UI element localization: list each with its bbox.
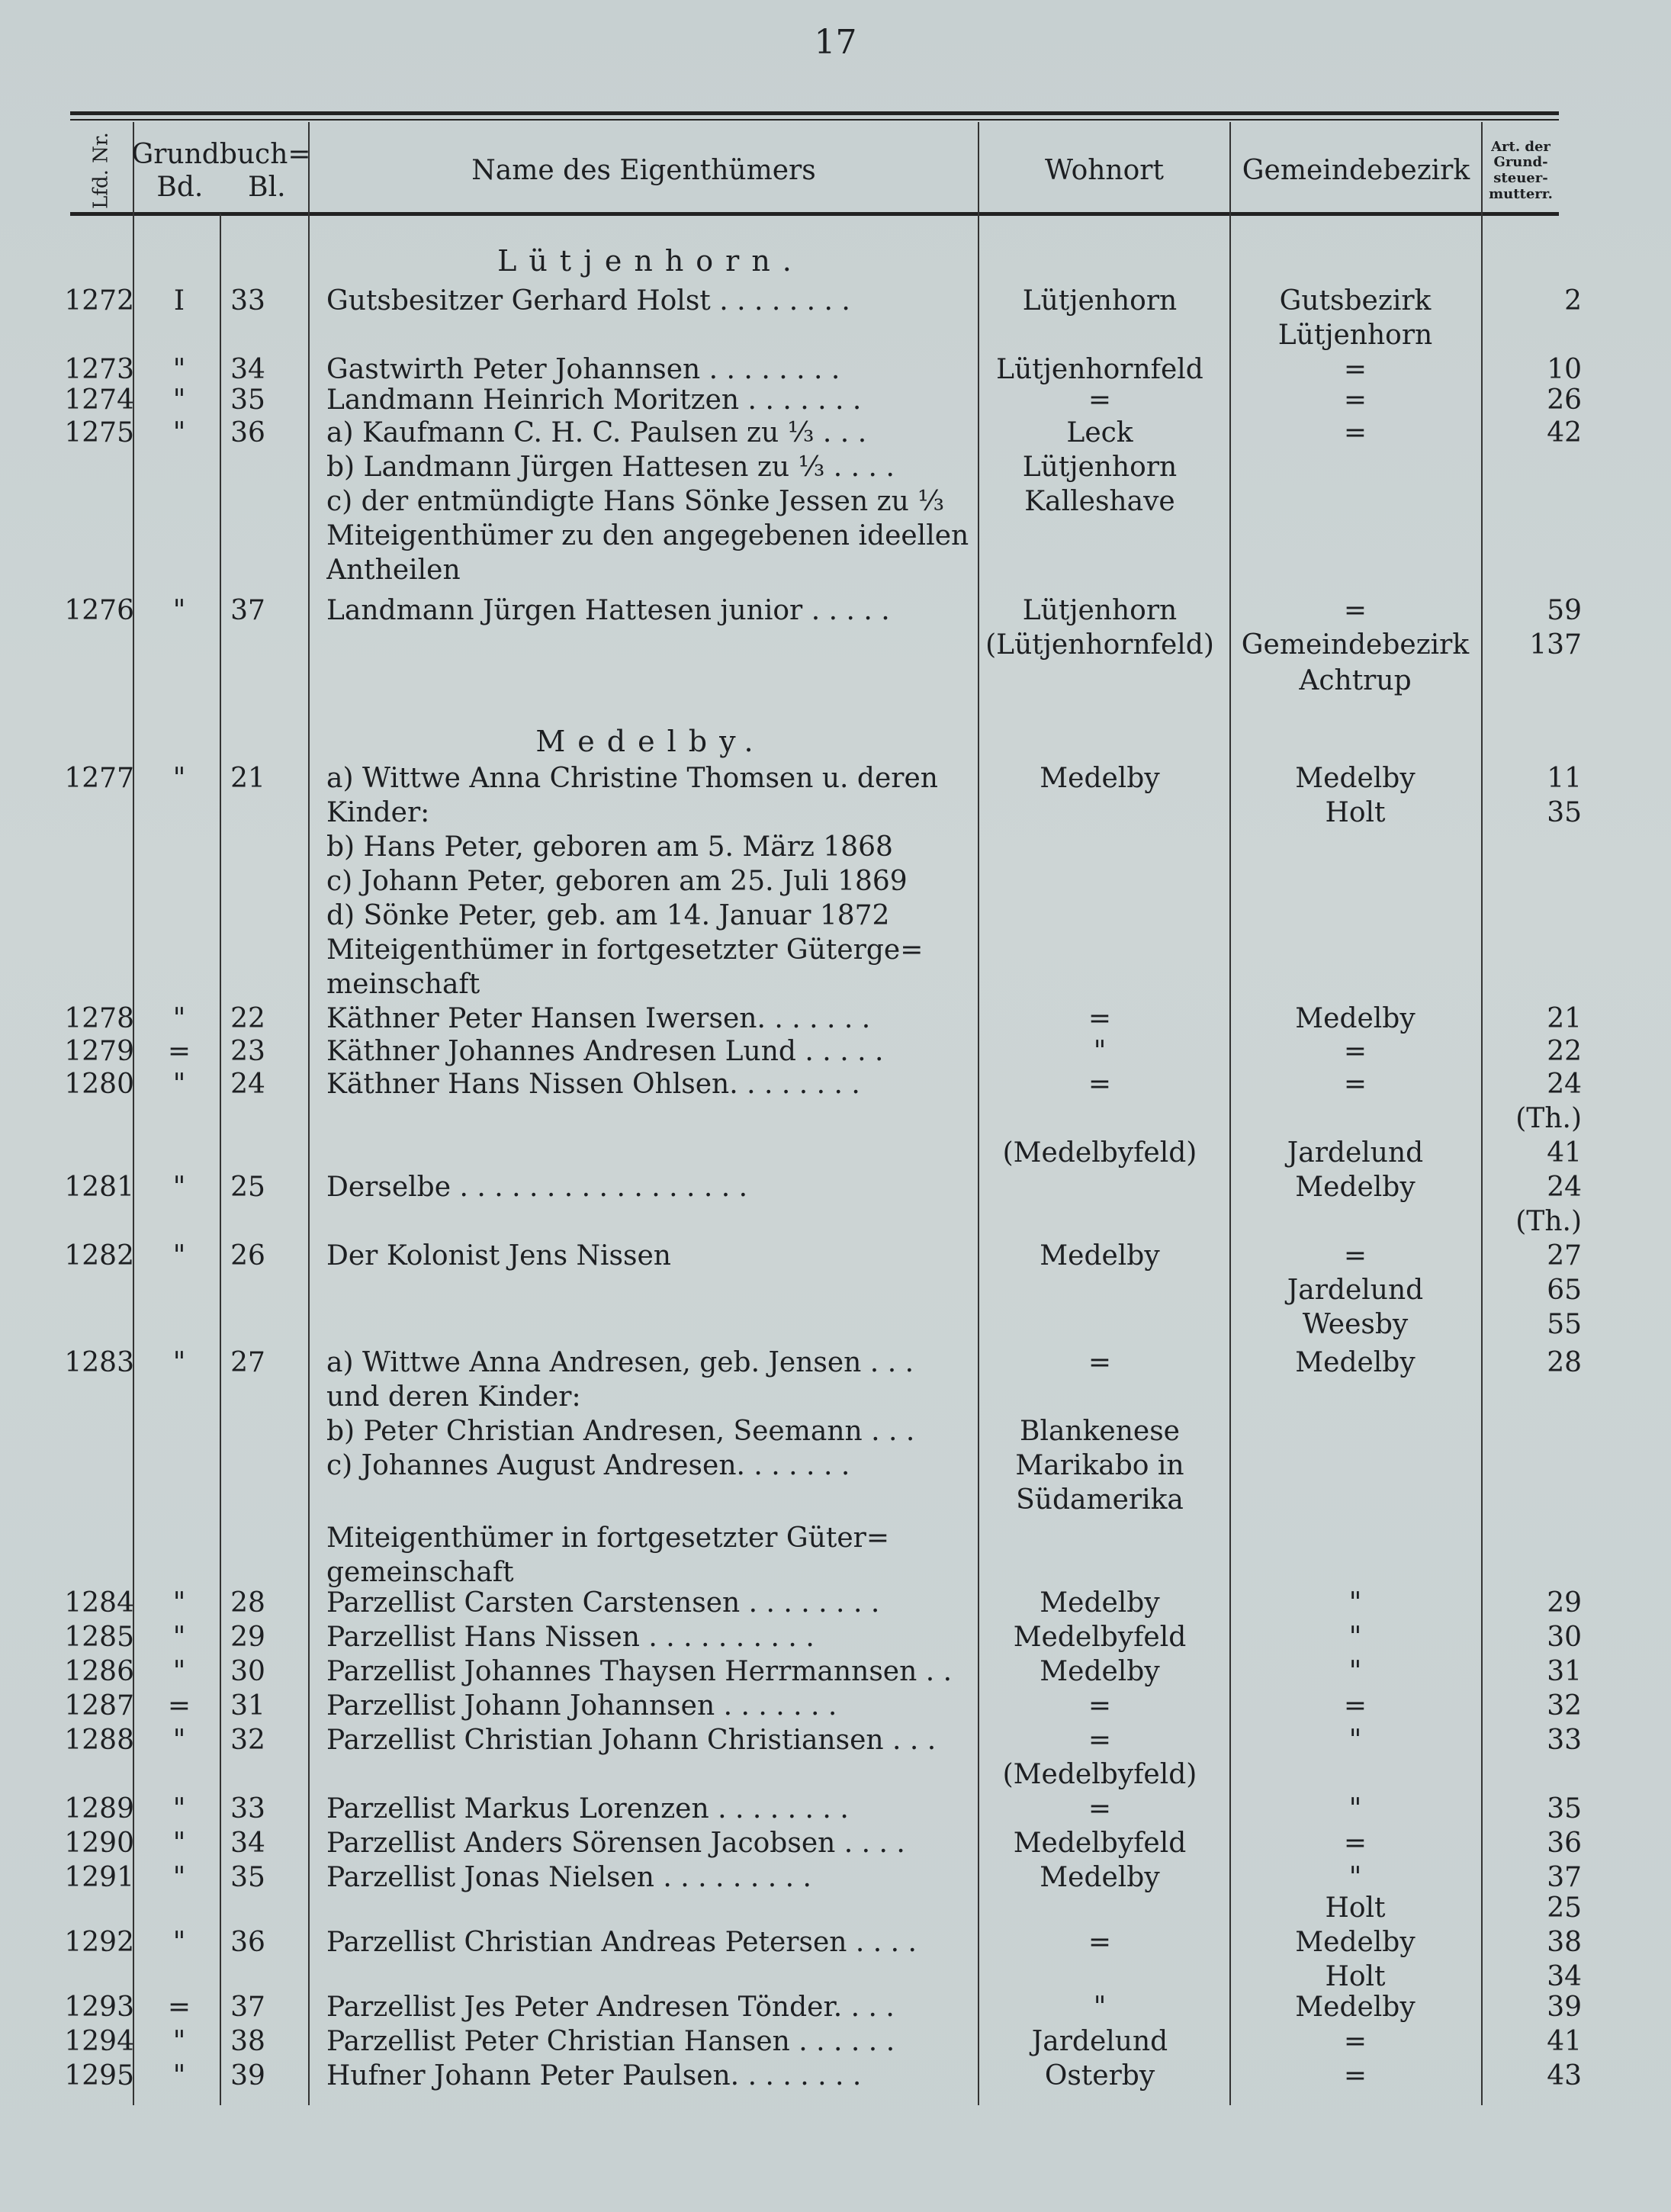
cell-owner-name: Käthner Hans Nissen Ohlsen. . . . . . . . xyxy=(326,1069,860,1100)
cell-lfd-number: 1279 xyxy=(64,1036,134,1067)
cell-art-number: 43 xyxy=(1547,2060,1582,2091)
cell-gemeindebezirk: Holt xyxy=(1325,1892,1386,1924)
cell-blatt: 27 xyxy=(230,1347,265,1378)
cell-owner-name: Miteigenthümer in fortgesetzter Güterge= xyxy=(326,934,924,966)
cell-gemeindebezirk: = xyxy=(1343,417,1367,449)
table-row xyxy=(0,1925,1671,1960)
cell-wohnort: Medelby xyxy=(1040,1862,1160,1893)
cell-art-number: 24 xyxy=(1547,1172,1582,1203)
cell-band: " xyxy=(172,354,186,385)
cell-band: " xyxy=(172,1725,186,1756)
cell-band: " xyxy=(172,1347,186,1378)
table-row xyxy=(0,318,1671,353)
table-row xyxy=(0,1586,1671,1621)
table-row xyxy=(0,1414,1671,1449)
table-row xyxy=(0,628,1671,663)
cell-gemeindebezirk: Medelby xyxy=(1295,1992,1416,2023)
cell-band: " xyxy=(172,1927,186,1958)
cell-blatt: 21 xyxy=(230,763,265,794)
cell-wohnort: (Medelbyfeld) xyxy=(1002,1137,1197,1169)
cell-art-number: 33 xyxy=(1547,1725,1582,1756)
cell-band: " xyxy=(172,1656,186,1687)
cell-lfd-number: 1274 xyxy=(64,384,134,416)
cell-owner-name: Käthner Johannes Andresen Lund . . . . . xyxy=(326,1036,884,1067)
cell-gemeindebezirk: Gemeindebezirk xyxy=(1241,629,1470,661)
cell-wohnort: (Medelbyfeld) xyxy=(1002,1759,1197,1790)
cell-art-number: 42 xyxy=(1547,417,1582,449)
cell-art-number: 41 xyxy=(1547,2026,1582,2057)
table-row xyxy=(0,899,1671,934)
cell-wohnort: Lütjenhorn xyxy=(1022,285,1178,317)
table-row xyxy=(0,830,1671,865)
header-grundbuch xyxy=(131,128,311,214)
cell-gemeindebezirk: = xyxy=(1343,1828,1367,1859)
section-heading-luetjenhorn: Lütjenhorn. xyxy=(497,244,804,278)
cell-owner-name: Gastwirth Peter Johannsen . . . . . . . . xyxy=(326,354,840,385)
cell-art-number: 22 xyxy=(1547,1036,1582,1067)
cell-wohnort: Lütjenhorn xyxy=(1022,595,1178,626)
table-row xyxy=(0,416,1671,451)
cell-owner-name: Parzellist Johannes Thaysen Herrmannsen . . xyxy=(326,1656,953,1687)
cell-art-number: 30 xyxy=(1547,1622,1582,1653)
table-row xyxy=(0,1448,1671,1484)
cell-wohnort: " xyxy=(1093,1036,1107,1067)
table-row xyxy=(0,1002,1671,1037)
table-row xyxy=(0,1101,1671,1137)
table-row xyxy=(0,1654,1671,1690)
cell-owner-name: Landmann Heinrich Moritzen . . . . . . . xyxy=(326,384,862,416)
cell-blatt: 36 xyxy=(230,1927,265,1958)
cell-art-number: 38 xyxy=(1547,1927,1582,1958)
table-row xyxy=(0,664,1671,699)
table-row xyxy=(0,796,1671,831)
table-row xyxy=(0,593,1671,629)
cell-owner-name: Miteigenthümer zu den angegebenen ideellen xyxy=(326,520,969,551)
cell-band: = xyxy=(167,1992,191,2023)
table-row xyxy=(0,761,1671,796)
table-row xyxy=(0,1757,1671,1792)
table-row xyxy=(0,1136,1671,1171)
cell-blatt: 32 xyxy=(230,1725,265,1756)
cell-lfd-number: 1290 xyxy=(64,1828,134,1859)
cell-blatt: 22 xyxy=(230,1003,265,1034)
top-thin-rule xyxy=(70,119,1559,121)
cell-band: " xyxy=(172,2060,186,2091)
cell-gemeindebezirk: Holt xyxy=(1325,1961,1386,1992)
cell-lfd-number: 1288 xyxy=(64,1725,134,1756)
cell-gemeindebezirk: " xyxy=(1348,1587,1362,1619)
table-row xyxy=(0,1723,1671,1758)
cell-owner-name: b) Peter Christian Andresen, Seemann . . . xyxy=(326,1416,915,1447)
cell-owner-name: gemeinschaft xyxy=(326,1557,514,1588)
table-row xyxy=(0,1067,1671,1102)
cell-owner-name: Gutsbesitzer Gerhard Holst . . . . . . . . xyxy=(326,285,850,317)
table-row xyxy=(0,1792,1671,1827)
cell-gemeindebezirk: = xyxy=(1343,2026,1367,2057)
header-name: Name des Eigenthümers xyxy=(471,155,816,187)
cell-lfd-number: 1283 xyxy=(64,1347,134,1378)
cell-gemeindebezirk: " xyxy=(1348,1622,1362,1653)
cell-lfd-number: 1285 xyxy=(64,1622,134,1653)
cell-owner-name: d) Sönke Peter, geb. am 14. Januar 1872 xyxy=(326,900,890,931)
cell-art-number: 21 xyxy=(1547,1003,1582,1034)
cell-blatt: 23 xyxy=(230,1036,265,1067)
cell-owner-name: c) der entmündigte Hans Sönke Jessen zu ⅓ xyxy=(326,486,945,517)
table-row xyxy=(0,1307,1671,1342)
cell-owner-name: Parzellist Hans Nissen . . . . . . . . . . xyxy=(326,1622,815,1653)
cell-art-number: 26 xyxy=(1547,384,1582,416)
section-heading-medelby: Medelby. xyxy=(535,725,766,758)
cell-band: " xyxy=(172,1003,186,1034)
table-row xyxy=(0,933,1671,968)
cell-lfd-number: 1277 xyxy=(64,763,134,794)
cell-wohnort: Medelby xyxy=(1040,763,1160,794)
cell-art-number: 11 xyxy=(1547,763,1582,794)
cell-blatt: 31 xyxy=(230,1690,265,1722)
cell-wohnort: = xyxy=(1088,1347,1112,1378)
cell-owner-name: Antheilen xyxy=(326,555,461,586)
table-row xyxy=(0,1521,1671,1556)
cell-gemeindebezirk: = xyxy=(1343,2060,1367,2091)
table-row xyxy=(0,2024,1671,2059)
table-row xyxy=(0,1380,1671,1415)
table-row xyxy=(0,383,1671,418)
cell-lfd-number: 1292 xyxy=(64,1927,134,1958)
cell-art-number: 55 xyxy=(1547,1309,1582,1340)
cell-wohnort: = xyxy=(1088,1003,1112,1034)
cell-owner-name: c) Johannes August Andresen. . . . . . . xyxy=(326,1450,850,1481)
cell-owner-name: b) Hans Peter, geboren am 5. März 1868 xyxy=(326,831,893,863)
table-row xyxy=(0,1204,1671,1239)
cell-gemeindebezirk: = xyxy=(1343,354,1367,385)
cell-lfd-number: 1278 xyxy=(64,1003,134,1034)
top-double-rule xyxy=(70,111,1559,115)
cell-wohnort: Medelbyfeld xyxy=(1013,1622,1187,1653)
cell-owner-name: Miteigenthümer in fortgesetzter Güter= xyxy=(326,1522,890,1554)
cell-lfd-number: 1282 xyxy=(64,1240,134,1272)
cell-wohnort: Medelby xyxy=(1040,1587,1160,1619)
cell-band: = xyxy=(167,1690,191,1722)
cell-gemeindebezirk: = xyxy=(1343,595,1367,626)
table-row xyxy=(0,519,1671,554)
cell-owner-name: Parzellist Johann Johannsen . . . . . . . xyxy=(326,1690,837,1722)
cell-owner-name: Hufner Johann Peter Paulsen. . . . . . . . xyxy=(326,2060,862,2091)
cell-gemeindebezirk: Medelby xyxy=(1295,1347,1416,1378)
cell-art-number: 41 xyxy=(1547,1137,1582,1169)
cell-blatt: 26 xyxy=(230,1240,265,1272)
cell-blatt: 35 xyxy=(230,384,265,416)
cell-gemeindebezirk: = xyxy=(1343,1069,1367,1100)
cell-art-number: 28 xyxy=(1547,1347,1582,1378)
cell-wohnort: Südamerika xyxy=(1016,1484,1184,1516)
cell-art-number: 35 xyxy=(1547,797,1582,828)
cell-band: " xyxy=(172,2026,186,2057)
cell-art-number: 65 xyxy=(1547,1275,1582,1306)
cell-lfd-number: 1287 xyxy=(64,1690,134,1722)
cell-lfd-number: 1284 xyxy=(64,1587,134,1619)
table-row xyxy=(0,1034,1671,1069)
cell-owner-name: Parzellist Peter Christian Hansen . . . . . . xyxy=(326,2026,895,2057)
cell-lfd-number: 1280 xyxy=(64,1069,134,1100)
cell-art-number: (Th.) xyxy=(1515,1103,1582,1134)
cell-blatt: 37 xyxy=(230,595,265,626)
cell-art-number: 31 xyxy=(1547,1656,1582,1687)
cell-blatt: 36 xyxy=(230,417,265,449)
cell-wohnort: = xyxy=(1088,384,1112,416)
cell-blatt: 25 xyxy=(230,1172,265,1203)
header-art: Art. der Grund- steuer- mutterr. xyxy=(1489,138,1553,202)
cell-wohnort: Lütjenhorn xyxy=(1022,452,1178,483)
cell-wohnort: Leck xyxy=(1066,417,1133,449)
cell-band: " xyxy=(172,1793,186,1825)
cell-gemeindebezirk: = xyxy=(1343,384,1367,416)
cell-band: " xyxy=(172,595,186,626)
cell-band: = xyxy=(167,1036,191,1067)
cell-owner-name: a) Wittwe Anna Andresen, geb. Jensen . . . xyxy=(326,1347,914,1378)
cell-art-number: 34 xyxy=(1547,1961,1582,1992)
cell-lfd-number: 1294 xyxy=(64,2026,134,2057)
cell-owner-name: a) Kaufmann C. H. C. Paulsen zu ⅓ . . . xyxy=(326,417,867,449)
cell-gemeindebezirk: " xyxy=(1348,1862,1362,1893)
cell-art-number: 2 xyxy=(1564,285,1582,317)
table-row xyxy=(0,1990,1671,2025)
cell-wohnort: (Lütjenhornfeld) xyxy=(985,629,1214,661)
cell-art-number: 39 xyxy=(1547,1992,1582,2023)
cell-band: " xyxy=(172,1240,186,1272)
cell-gemeindebezirk: Weesby xyxy=(1302,1309,1409,1340)
cell-gemeindebezirk: Medelby xyxy=(1295,1172,1416,1203)
cell-gemeindebezirk: " xyxy=(1348,1656,1362,1687)
table-row xyxy=(0,450,1671,485)
cell-blatt: 37 xyxy=(230,1992,265,2023)
cell-wohnort: Lütjenhornfeld xyxy=(996,354,1203,385)
header-bd: Bd. xyxy=(156,172,204,203)
cell-owner-name: Parzellist Jonas Nielsen . . . . . . . . . xyxy=(326,1862,811,1893)
table-row xyxy=(0,1239,1671,1274)
cell-wohnort: Medelby xyxy=(1040,1240,1160,1272)
cell-gemeindebezirk: Medelby xyxy=(1295,1927,1416,1958)
cell-band: " xyxy=(172,1862,186,1893)
cell-gemeindebezirk: Jardelund xyxy=(1287,1137,1424,1169)
cell-blatt: 34 xyxy=(230,1828,265,1859)
cell-art-number: 27 xyxy=(1547,1240,1582,1272)
cell-band: " xyxy=(172,384,186,416)
cell-wohnort: = xyxy=(1088,1690,1112,1722)
cell-owner-name: c) Johann Peter, geboren am 25. Juli 1869 xyxy=(326,866,908,897)
cell-wohnort: = xyxy=(1088,1927,1112,1958)
cell-owner-name: Parzellist Christian Johann Christiansen . . . xyxy=(326,1725,937,1756)
header-bl: Bl. xyxy=(248,172,286,203)
cell-blatt: 34 xyxy=(230,354,265,385)
cell-wohnort: = xyxy=(1088,1069,1112,1100)
cell-lfd-number: 1286 xyxy=(64,1656,134,1687)
table-row xyxy=(0,484,1671,519)
cell-lfd-number: 1276 xyxy=(64,595,134,626)
cell-blatt: 24 xyxy=(230,1069,265,1100)
cell-wohnort: = xyxy=(1088,1793,1112,1825)
page-number: 17 xyxy=(814,23,857,62)
cell-wohnort: " xyxy=(1093,1992,1107,2023)
cell-art-number: (Th.) xyxy=(1515,1206,1582,1237)
cell-art-number: 32 xyxy=(1547,1690,1582,1722)
cell-wohnort: Medelby xyxy=(1040,1656,1160,1687)
cell-blatt: 30 xyxy=(230,1656,265,1687)
cell-band: " xyxy=(172,1828,186,1859)
table-row xyxy=(0,967,1671,1002)
cell-owner-name: Kinder: xyxy=(326,797,430,828)
cell-lfd-number: 1275 xyxy=(64,417,134,449)
cell-wohnort: Medelbyfeld xyxy=(1013,1828,1187,1859)
cell-gemeindebezirk: " xyxy=(1348,1725,1362,1756)
cell-band: " xyxy=(172,763,186,794)
cell-owner-name: a) Wittwe Anna Christine Thomsen u. deren xyxy=(326,763,938,794)
cell-art-number: 10 xyxy=(1547,354,1582,385)
cell-lfd-number: 1293 xyxy=(64,1992,134,2023)
cell-wohnort: Jardelund xyxy=(1031,2026,1168,2057)
header-grundbuch-label: Grundbuch= xyxy=(131,138,311,170)
cell-gemeindebezirk: Medelby xyxy=(1295,1003,1416,1034)
cell-lfd-number: 1289 xyxy=(64,1793,134,1825)
cell-wohnort: Osterby xyxy=(1044,2060,1155,2091)
cell-blatt: 33 xyxy=(230,1793,265,1825)
cell-gemeindebezirk: Gutsbezirk xyxy=(1279,285,1432,317)
cell-gemeindebezirk: Jardelund xyxy=(1287,1275,1424,1306)
cell-band: " xyxy=(172,1587,186,1619)
table-row xyxy=(0,1689,1671,1724)
cell-owner-name: Parzellist Christian Andreas Petersen . . . . xyxy=(326,1927,917,1958)
cell-art-number: 29 xyxy=(1547,1587,1582,1619)
table-row xyxy=(0,284,1671,319)
cell-gemeindebezirk: = xyxy=(1343,1240,1367,1272)
table-row xyxy=(0,553,1671,588)
cell-blatt: 38 xyxy=(230,2026,265,2057)
cell-blatt: 28 xyxy=(230,1587,265,1619)
cell-owner-name: Derselbe . . . . . . . . . . . . . . . . . xyxy=(326,1172,748,1203)
cell-gemeindebezirk: Achtrup xyxy=(1299,665,1412,696)
header-gemeindebezirk: Gemeindebezirk xyxy=(1242,155,1470,187)
cell-owner-name: und deren Kinder: xyxy=(326,1381,581,1413)
table-row xyxy=(0,1891,1671,1926)
cell-art-number: 25 xyxy=(1547,1892,1582,1924)
header-wohnort: Wohnort xyxy=(1045,155,1164,187)
cell-art-number: 35 xyxy=(1547,1793,1582,1825)
table-row xyxy=(0,1273,1671,1308)
cell-lfd-number: 1273 xyxy=(64,354,134,385)
cell-gemeindebezirk: Medelby xyxy=(1295,763,1416,794)
cell-owner-name: Parzellist Anders Sörensen Jacobsen . . . . xyxy=(326,1828,905,1859)
cell-band: " xyxy=(172,1622,186,1653)
cell-owner-name: Käthner Peter Hansen Iwersen. . . . . . . xyxy=(326,1003,871,1034)
cell-wohnort: Blankenese xyxy=(1019,1416,1180,1447)
table-row xyxy=(0,1483,1671,1518)
cell-lfd-number: 1295 xyxy=(64,2060,134,2091)
cell-blatt: 35 xyxy=(230,1862,265,1893)
header-lfd-nr: Lfd. Nr. xyxy=(89,132,113,210)
cell-art-number: 37 xyxy=(1547,1862,1582,1893)
table-row xyxy=(0,1346,1671,1381)
cell-band: " xyxy=(172,417,186,449)
cell-owner-name: meinschaft xyxy=(326,969,480,1000)
cell-wohnort: = xyxy=(1088,1725,1112,1756)
cell-blatt: 29 xyxy=(230,1622,265,1653)
table-row xyxy=(0,2059,1671,2094)
cell-lfd-number: 1281 xyxy=(64,1172,134,1203)
cell-owner-name: b) Landmann Jürgen Hattesen zu ⅓ . . . . xyxy=(326,452,895,483)
cell-band: " xyxy=(172,1069,186,1100)
cell-art-number: 24 xyxy=(1547,1069,1582,1100)
cell-owner-name: Parzellist Carsten Carstensen . . . . . . . . xyxy=(326,1587,880,1619)
table-row xyxy=(0,1620,1671,1655)
table-row xyxy=(0,1826,1671,1861)
cell-owner-name: Landmann Jürgen Hattesen junior . . . . . xyxy=(326,595,890,626)
cell-art-number: 137 xyxy=(1529,629,1582,661)
cell-art-number: 36 xyxy=(1547,1828,1582,1859)
cell-blatt: 39 xyxy=(230,2060,265,2091)
cell-owner-name: Parzellist Markus Lorenzen . . . . . . . . xyxy=(326,1793,849,1825)
cell-owner-name: Der Kolonist Jens Nissen xyxy=(326,1240,671,1272)
cell-band: " xyxy=(172,1172,186,1203)
cell-owner-name: Parzellist Jes Peter Andresen Tönder. . . . xyxy=(326,1992,895,2023)
cell-lfd-number: 1272 xyxy=(64,285,134,317)
cell-band: I xyxy=(173,285,185,317)
cell-art-number: 59 xyxy=(1547,595,1582,626)
cell-gemeindebezirk: " xyxy=(1348,1793,1362,1825)
table-row xyxy=(0,864,1671,899)
table-row xyxy=(0,1170,1671,1205)
cell-wohnort: Kalleshave xyxy=(1024,486,1175,517)
cell-blatt: 33 xyxy=(230,285,265,317)
cell-lfd-number: 1291 xyxy=(64,1862,134,1893)
cell-wohnort: Marikabo in xyxy=(1015,1450,1184,1481)
cell-gemeindebezirk: = xyxy=(1343,1690,1367,1722)
cell-gemeindebezirk: Holt xyxy=(1325,797,1386,828)
cell-gemeindebezirk: = xyxy=(1343,1036,1367,1067)
cell-gemeindebezirk: Lütjenhorn xyxy=(1277,320,1433,351)
